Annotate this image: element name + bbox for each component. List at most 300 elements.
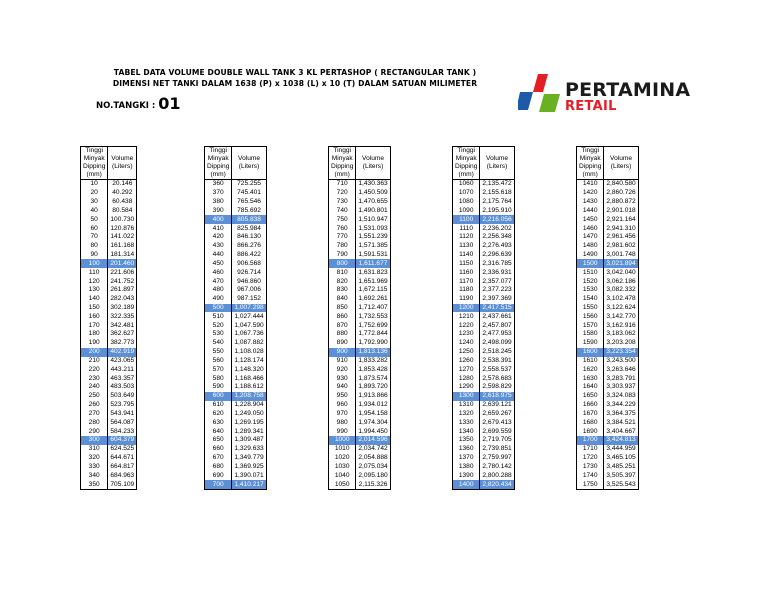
volume-cell: 2,780.142 <box>480 463 514 472</box>
volume-cell: 1,833.282 <box>356 357 390 366</box>
volume-cell: 705.109 <box>108 480 137 489</box>
table-row <box>329 348 391 357</box>
table-row <box>453 471 515 480</box>
volume-cell: 1,168.466 <box>232 374 266 383</box>
table-row <box>205 224 267 233</box>
dipping-cell: 1390 <box>453 471 480 480</box>
dipping-cell: 20 <box>81 189 108 198</box>
volume-cell: 1,954.158 <box>356 410 390 419</box>
dipping-cell: 400 <box>205 215 232 224</box>
volume-cell: 1,672.115 <box>356 286 390 295</box>
table-row <box>329 454 391 463</box>
dipping-cell: 240 <box>81 383 108 392</box>
volume-cell: 221.606 <box>108 268 137 277</box>
dipping-cell: 480 <box>205 286 232 295</box>
volume-cell: 2,840.580 <box>604 180 638 189</box>
table-row <box>453 383 515 392</box>
header-volume: Volume (Liters) <box>232 147 266 180</box>
table-row <box>329 206 391 215</box>
volume-cell: 1,128.174 <box>232 357 266 366</box>
volume-cell: 1,732.553 <box>356 312 390 321</box>
dipping-cell: 210 <box>81 357 108 366</box>
table-header-row <box>577 147 639 180</box>
dipping-cell: 60 <box>81 224 108 233</box>
volume-cell: 120.876 <box>108 224 137 233</box>
volume-cell: 3,042.040 <box>604 268 638 277</box>
dipping-cell: 750 <box>329 215 356 224</box>
table-row <box>329 339 391 348</box>
volume-cell: 3,525.543 <box>604 480 638 489</box>
volume-cell: 2,820.434 <box>480 480 514 489</box>
dipping-cell: 110 <box>81 268 108 277</box>
dipping-cell: 330 <box>81 463 108 472</box>
dipping-cell: 960 <box>329 401 356 410</box>
dipping-cell: 840 <box>329 295 356 304</box>
table-row <box>453 259 515 268</box>
table-row <box>205 427 267 436</box>
dipping-cell: 1050 <box>329 480 356 489</box>
volume-cell: 543.941 <box>108 410 137 419</box>
table-row <box>453 312 515 321</box>
volume-cell: 60.438 <box>108 198 137 207</box>
table-row <box>453 277 515 286</box>
dipping-cell: 530 <box>205 330 232 339</box>
volume-cell: 483.503 <box>108 383 137 392</box>
volume-cell: 342.481 <box>108 321 137 330</box>
dipping-cell: 1540 <box>577 295 604 304</box>
volume-cell: 3,344.229 <box>604 401 638 410</box>
table-row <box>329 365 391 374</box>
dipping-cell: 1210 <box>453 312 480 321</box>
dipping-cell: 890 <box>329 339 356 348</box>
dipping-cell: 670 <box>205 454 232 463</box>
dipping-cell: 490 <box>205 295 232 304</box>
dipping-cell: 790 <box>329 251 356 260</box>
table-row <box>81 233 137 242</box>
volume-cell: 2,216.056 <box>480 215 514 224</box>
table-row <box>329 286 391 295</box>
table-row <box>453 286 515 295</box>
table-row <box>577 189 639 198</box>
dipping-cell: 570 <box>205 365 232 374</box>
volume-cell: 1,913.866 <box>356 392 390 401</box>
dipping-cell: 970 <box>329 410 356 419</box>
volume-cell: 3,183.062 <box>604 330 638 339</box>
dipping-cell: 1480 <box>577 242 604 251</box>
volume-cell: 1,249.050 <box>232 410 266 419</box>
table-row <box>205 312 267 321</box>
table-row <box>453 330 515 339</box>
table-row <box>577 233 639 242</box>
table-row <box>453 339 515 348</box>
volume-cell: 1,188.612 <box>232 383 266 392</box>
table-row <box>81 374 137 383</box>
title-line-1: TABEL DATA VOLUME DOUBLE WALL TANK 3 KL PERTASHOP ( RECTANGULAR TANK ) <box>113 68 477 77</box>
header-dipping: Tinggi Minyak Dipping (mm) <box>205 147 232 180</box>
volume-cell: 1,289.341 <box>232 427 266 436</box>
volume-cell: 1,853.428 <box>356 365 390 374</box>
table-row <box>577 242 639 251</box>
volume-cell: 1,934.012 <box>356 401 390 410</box>
volume-cell: 906.568 <box>232 259 266 268</box>
dipping-cell: 830 <box>329 286 356 295</box>
dipping-cell: 550 <box>205 348 232 357</box>
header-dipping: Tinggi Minyak Dipping (mm) <box>329 147 356 180</box>
table-row <box>577 224 639 233</box>
volume-cell: 2,558.537 <box>480 365 514 374</box>
volume-cell: 2,175.764 <box>480 198 514 207</box>
table-row <box>81 277 137 286</box>
dipping-cell: 990 <box>329 427 356 436</box>
volume-cell: 1,047.590 <box>232 321 266 330</box>
table-row <box>329 242 391 251</box>
dipping-cell: 1620 <box>577 365 604 374</box>
table-header-row <box>453 147 515 180</box>
table-row <box>453 189 515 198</box>
volume-cell: 2,578.683 <box>480 374 514 383</box>
table-row <box>577 445 639 454</box>
volume-table <box>328 146 391 490</box>
dipping-cell: 1240 <box>453 339 480 348</box>
volume-cell: 2,961.456 <box>604 233 638 242</box>
dipping-cell: 820 <box>329 277 356 286</box>
dipping-cell: 310 <box>81 445 108 454</box>
table-row <box>453 365 515 374</box>
table-row <box>205 480 267 489</box>
volume-cell: 3,505.397 <box>604 471 638 480</box>
table-header-row <box>81 147 137 180</box>
dipping-cell: 1450 <box>577 215 604 224</box>
dipping-cell: 810 <box>329 268 356 277</box>
dipping-cell: 100 <box>81 259 108 268</box>
table-row <box>577 259 639 268</box>
dipping-cell: 450 <box>205 259 232 268</box>
volume-cell: 644.671 <box>108 454 137 463</box>
table-row <box>81 365 137 374</box>
dipping-cell: 1680 <box>577 418 604 427</box>
volume-cell: 2,316.785 <box>480 259 514 268</box>
dipping-cell: 1160 <box>453 268 480 277</box>
volume-cell: 725.255 <box>232 180 266 189</box>
dipping-cell: 1490 <box>577 251 604 260</box>
table-row <box>81 339 137 348</box>
table-row <box>329 215 391 224</box>
dipping-cell: 700 <box>205 480 232 489</box>
table-row <box>205 365 267 374</box>
volume-cell: 967.006 <box>232 286 266 295</box>
volume-cell: 2,256.348 <box>480 233 514 242</box>
volume-cell: 564.087 <box>108 418 137 427</box>
table-row <box>205 436 267 445</box>
volume-cell: 3,324.083 <box>604 392 638 401</box>
volume-cell: 3,303.937 <box>604 383 638 392</box>
volume-cell: 2,719.705 <box>480 436 514 445</box>
table-row <box>205 357 267 366</box>
table-row <box>205 445 267 454</box>
volume-cell: 1,551.239 <box>356 233 390 242</box>
volume-cell: 2,095.180 <box>356 471 390 480</box>
table-row <box>453 418 515 427</box>
dipping-cell: 690 <box>205 471 232 480</box>
volume-cell: 2,618.975 <box>480 392 514 401</box>
dipping-cell: 1110 <box>453 224 480 233</box>
volume-cell: 1,531.093 <box>356 224 390 233</box>
dipping-cell: 390 <box>205 206 232 215</box>
table-row <box>205 471 267 480</box>
dipping-cell: 360 <box>205 180 232 189</box>
volume-cell: 2,800.288 <box>480 471 514 480</box>
dipping-cell: 1260 <box>453 357 480 366</box>
dipping-cell: 1750 <box>577 480 604 489</box>
table-row <box>453 233 515 242</box>
volume-cell: 1,369.925 <box>232 463 266 472</box>
volume-cell: 3,223.354 <box>604 348 638 357</box>
table-row <box>329 471 391 480</box>
dipping-cell: 1570 <box>577 321 604 330</box>
volume-cell: 2,518.245 <box>480 348 514 357</box>
dipping-cell: 1740 <box>577 471 604 480</box>
header-volume: Volume (Liters) <box>604 147 638 180</box>
table-row <box>453 180 515 189</box>
volume-cell: 3,102.478 <box>604 295 638 304</box>
volume-cell: 3,444.959 <box>604 445 638 454</box>
volume-cell: 2,880.872 <box>604 198 638 207</box>
volume-table <box>204 146 267 490</box>
table-row <box>329 480 391 489</box>
volume-cell: 3,001.748 <box>604 251 638 260</box>
volume-cell: 1,571.385 <box>356 242 390 251</box>
table-row <box>81 215 137 224</box>
volume-cell: 3,465.105 <box>604 454 638 463</box>
volume-cell: 1,994.450 <box>356 427 390 436</box>
volume-cell: 181.314 <box>108 251 137 260</box>
dipping-cell: 170 <box>81 321 108 330</box>
dipping-cell: 1250 <box>453 348 480 357</box>
header-volume: Volume (Liters) <box>108 147 137 180</box>
table-row <box>81 454 137 463</box>
dipping-cell: 1590 <box>577 339 604 348</box>
dipping-cell: 440 <box>205 251 232 260</box>
dipping-cell: 870 <box>329 321 356 330</box>
volume-cell: 3,243.500 <box>604 357 638 366</box>
dipping-cell: 1440 <box>577 206 604 215</box>
volume-cell: 3,283.791 <box>604 374 638 383</box>
dipping-cell: 290 <box>81 427 108 436</box>
table-row <box>205 233 267 242</box>
volume-cell: 926.714 <box>232 268 266 277</box>
table-row <box>205 242 267 251</box>
volume-cell: 1,208.758 <box>232 392 266 401</box>
dipping-cell: 1430 <box>577 198 604 207</box>
volume-cell: 2,135.472 <box>480 180 514 189</box>
volume-cell: 745.401 <box>232 189 266 198</box>
dipping-cell: 1610 <box>577 357 604 366</box>
volume-cell: 40.292 <box>108 189 137 198</box>
table-row <box>205 215 267 224</box>
table-row <box>205 410 267 419</box>
dipping-cell: 1330 <box>453 418 480 427</box>
pertamina-logo <box>518 72 698 118</box>
volume-cell: 1,349.779 <box>232 454 266 463</box>
table-row <box>329 463 391 472</box>
volume-cell: 261.897 <box>108 286 137 295</box>
dipping-cell: 1130 <box>453 242 480 251</box>
volume-cell: 2,296.639 <box>480 251 514 260</box>
dipping-cell: 620 <box>205 410 232 419</box>
table-row <box>81 224 137 233</box>
volume-cell: 2,921.164 <box>604 215 638 224</box>
table-row <box>577 410 639 419</box>
dipping-cell: 1000 <box>329 436 356 445</box>
table-row <box>81 286 137 295</box>
table-row <box>577 436 639 445</box>
table-row <box>81 330 137 339</box>
volume-cell: 584.233 <box>108 427 137 436</box>
dipping-cell: 760 <box>329 224 356 233</box>
volume-cell: 2,538.391 <box>480 357 514 366</box>
table-row <box>453 427 515 436</box>
dipping-cell: 1270 <box>453 365 480 374</box>
volume-cell: 846.130 <box>232 233 266 242</box>
table-row <box>577 392 639 401</box>
table-row <box>577 480 639 489</box>
table-row <box>329 427 391 436</box>
dipping-cell: 1670 <box>577 410 604 419</box>
dipping-cell: 1520 <box>577 277 604 286</box>
volume-cell: 1,410.217 <box>232 480 266 489</box>
dipping-cell: 370 <box>205 189 232 198</box>
dipping-cell: 560 <box>205 357 232 366</box>
volume-cell: 3,062.186 <box>604 277 638 286</box>
dipping-cell: 1690 <box>577 427 604 436</box>
volume-cell: 503.649 <box>108 392 137 401</box>
dipping-cell: 1550 <box>577 304 604 313</box>
table-row <box>453 454 515 463</box>
dipping-cell: 1170 <box>453 277 480 286</box>
dipping-cell: 1410 <box>577 180 604 189</box>
dipping-cell: 1120 <box>453 233 480 242</box>
dipping-cell: 930 <box>329 374 356 383</box>
table-row <box>329 180 391 189</box>
dipping-cell: 940 <box>329 383 356 392</box>
volume-cell: 1,269.195 <box>232 418 266 427</box>
table-row <box>81 251 137 260</box>
dipping-cell: 160 <box>81 312 108 321</box>
volume-cell: 1,148.320 <box>232 365 266 374</box>
volume-cell: 3,424.813 <box>604 436 638 445</box>
tank-number-label <box>96 94 181 116</box>
dipping-cell: 280 <box>81 418 108 427</box>
volume-cell: 1,752.699 <box>356 321 390 330</box>
dipping-cell: 780 <box>329 242 356 251</box>
table-row <box>453 374 515 383</box>
table-row <box>329 233 391 242</box>
table-row <box>577 277 639 286</box>
volume-cell: 1,087.882 <box>232 339 266 348</box>
table-row <box>577 198 639 207</box>
dipping-cell: 120 <box>81 277 108 286</box>
table-row <box>205 295 267 304</box>
table-row <box>329 251 391 260</box>
volume-cell: 302.189 <box>108 304 137 313</box>
table-row <box>205 463 267 472</box>
volume-cell: 362.627 <box>108 330 137 339</box>
table-row <box>329 295 391 304</box>
tank-number: 01 <box>158 94 181 113</box>
table-row <box>453 251 515 260</box>
table-row <box>205 268 267 277</box>
dipping-cell: 1190 <box>453 295 480 304</box>
dipping-cell: 1630 <box>577 374 604 383</box>
volume-cell: 1,692.261 <box>356 295 390 304</box>
table-row <box>205 330 267 339</box>
volume-cell: 785.692 <box>232 206 266 215</box>
table-row <box>453 206 515 215</box>
table-row <box>577 418 639 427</box>
volume-cell: 3,384.521 <box>604 418 638 427</box>
table-row <box>453 463 515 472</box>
volume-cell: 20.146 <box>108 180 137 189</box>
volume-cell: 523.795 <box>108 401 137 410</box>
table-row <box>329 410 391 419</box>
dipping-cell: 1340 <box>453 427 480 436</box>
table-row <box>81 471 137 480</box>
table-row <box>81 348 137 357</box>
header-dipping: Tinggi Minyak Dipping (mm) <box>577 147 604 180</box>
table-row <box>81 180 137 189</box>
table-row <box>81 383 137 392</box>
table-row <box>577 268 639 277</box>
dipping-cell: 640 <box>205 427 232 436</box>
dipping-cell: 1200 <box>453 304 480 313</box>
dipping-cell: 880 <box>329 330 356 339</box>
volume-cell: 2,901.018 <box>604 206 638 215</box>
table-row <box>577 312 639 321</box>
table-row <box>453 445 515 454</box>
table-row <box>81 436 137 445</box>
table-row <box>205 206 267 215</box>
dipping-cell: 50 <box>81 215 108 224</box>
dipping-cell: 730 <box>329 198 356 207</box>
header-volume: Volume (Liters) <box>480 147 514 180</box>
dipping-cell: 540 <box>205 339 232 348</box>
dipping-cell: 1560 <box>577 312 604 321</box>
table-row <box>577 321 639 330</box>
table-row <box>81 401 137 410</box>
dipping-cell: 1650 <box>577 392 604 401</box>
volume-table <box>80 146 137 490</box>
volume-cell: 3,263.646 <box>604 365 638 374</box>
volume-cell: 3,203.208 <box>604 339 638 348</box>
table-row <box>453 480 515 489</box>
volume-cell: 2,336.931 <box>480 268 514 277</box>
volume-cell: 624.525 <box>108 445 137 454</box>
volume-cell: 3,082.332 <box>604 286 638 295</box>
volume-cell: 2,941.310 <box>604 224 638 233</box>
table-row <box>205 339 267 348</box>
dipping-cell: 260 <box>81 401 108 410</box>
volume-cell: 1,067.736 <box>232 330 266 339</box>
volume-cell: 2,739.851 <box>480 445 514 454</box>
dipping-cell: 380 <box>205 198 232 207</box>
table-row <box>81 410 137 419</box>
dipping-cell: 720 <box>329 189 356 198</box>
dipping-cell: 1310 <box>453 401 480 410</box>
table-row <box>81 259 137 268</box>
dipping-cell: 1320 <box>453 410 480 419</box>
dipping-cell: 1070 <box>453 189 480 198</box>
dipping-cell: 980 <box>329 418 356 427</box>
